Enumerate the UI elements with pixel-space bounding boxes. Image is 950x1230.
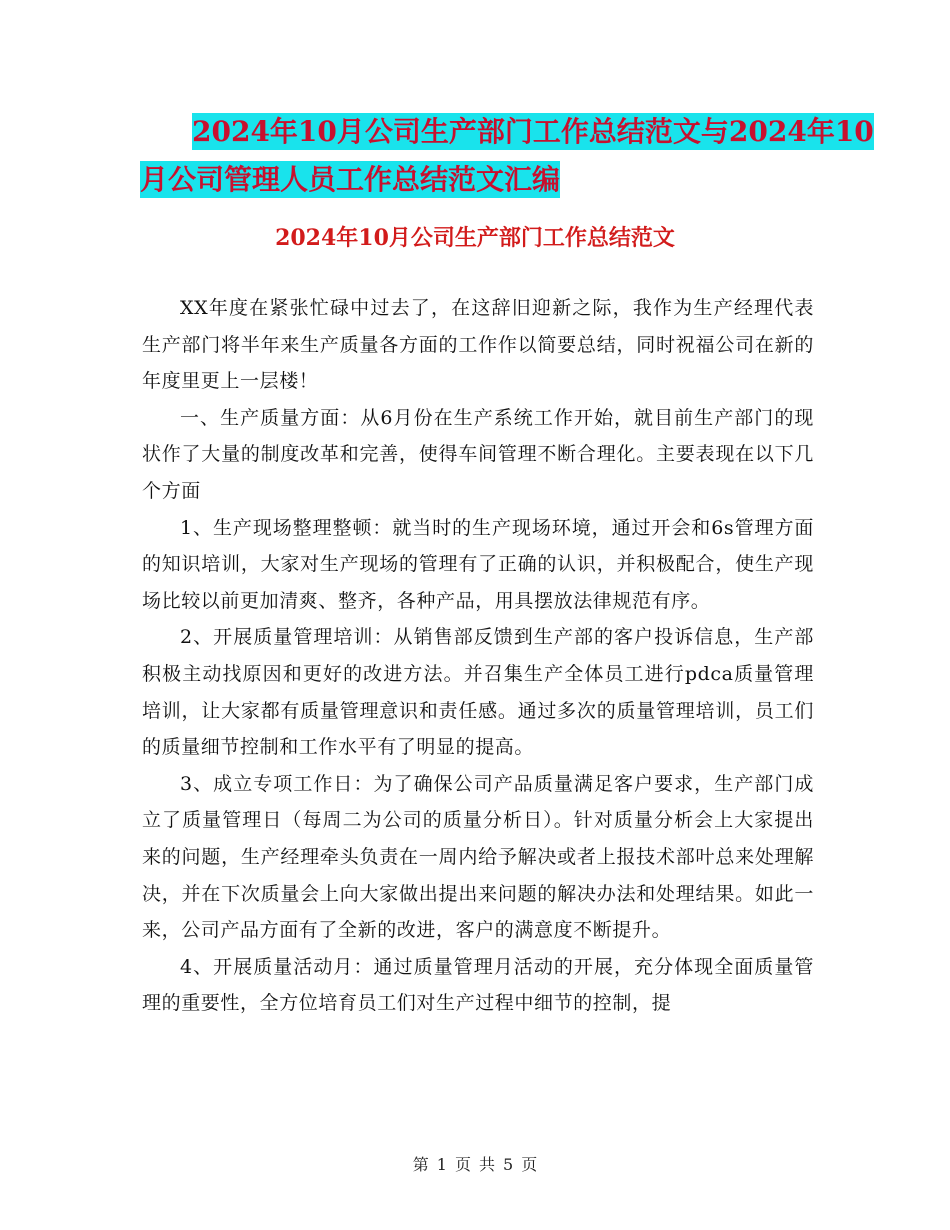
footer-total-pages: 5 <box>503 1155 514 1174</box>
page-footer <box>0 1152 950 1175</box>
footer-prefix: 第 <box>412 1155 429 1174</box>
body-text <box>142 290 814 1022</box>
paragraph-item-4: 4、开展质量活动月：通过质量管理月活动的开展，充分体现全面质量管理的重要性，全方位培育员工们对生产过程中细节的控制，提 <box>142 955 814 1015</box>
title-line-1 <box>140 108 874 156</box>
footer-suffix: 页 <box>521 1155 538 1174</box>
footer-page-label: 页 <box>454 1155 471 1174</box>
paragraph-item-1: 1、生产现场整理整顿：就当时的生产现场环境，通过开会和6s管理方面的知识培训，大家对生产现场的管理有了正确的认识，并积极配合，使生产现场比较以前更加清爽、整齐，各种产品，用具摆放法律规范有序。 <box>142 516 814 612</box>
footer-total-label: 共 <box>479 1155 496 1174</box>
footer-page-number: 1 <box>436 1155 447 1174</box>
paragraph-item-2: 2、开展质量管理培训：从销售部反馈到生产部的客户投诉信息，生产部积极主动找原因和更好的改进方法。并召集生产全体员工进行pdca质量管理培训，让大家都有质量管理意识和责任感。通过多次的质量管理培训，员工们的质量细节控制和工作水平有了明显的提高。 <box>142 626 814 759</box>
title-line-2 <box>140 156 840 204</box>
paragraph-intro: XX年度在紧张忙碌中过去了，在这辞旧迎新之际，我作为生产经理代表生产部门将半年来生产质量各方面的工作作以简要总结，同时祝福公司在新的年度里更上一层楼！ <box>142 297 814 393</box>
section-subtitle: 2024年10月公司生产部门工作总结范文 <box>275 225 675 251</box>
paragraph-section-1: 一、生产质量方面：从6月份在生产系统工作开始，就目前生产部门的现状作了大量的制度改革和完善，使得车间管理不断合理化。主要表现在以下几个方面 <box>142 406 814 502</box>
document-title <box>140 108 874 204</box>
paragraph-item-3: 3、成立专项工作日：为了确保公司产品质量满足客户要求，生产部门成立了质量管理日（每周二为公司的质量分析日）。针对质量分析会上大家提出来的问题，生产经理牵头负责在一周内给予解决或者上报技术部叶总来处理解决，并在下次质量会上向大家做出提出来问题的解决办法和处理结果。如此一来，公司产品方面有了全新的改进，客户的满意度不断提升。 <box>142 772 814 942</box>
title-line-2-text: 月公司管理人员工作总结范文汇编 <box>140 163 561 196</box>
title-line-1-text: 2024年10月公司生产部门工作总结范文与2024年10 <box>192 115 874 148</box>
